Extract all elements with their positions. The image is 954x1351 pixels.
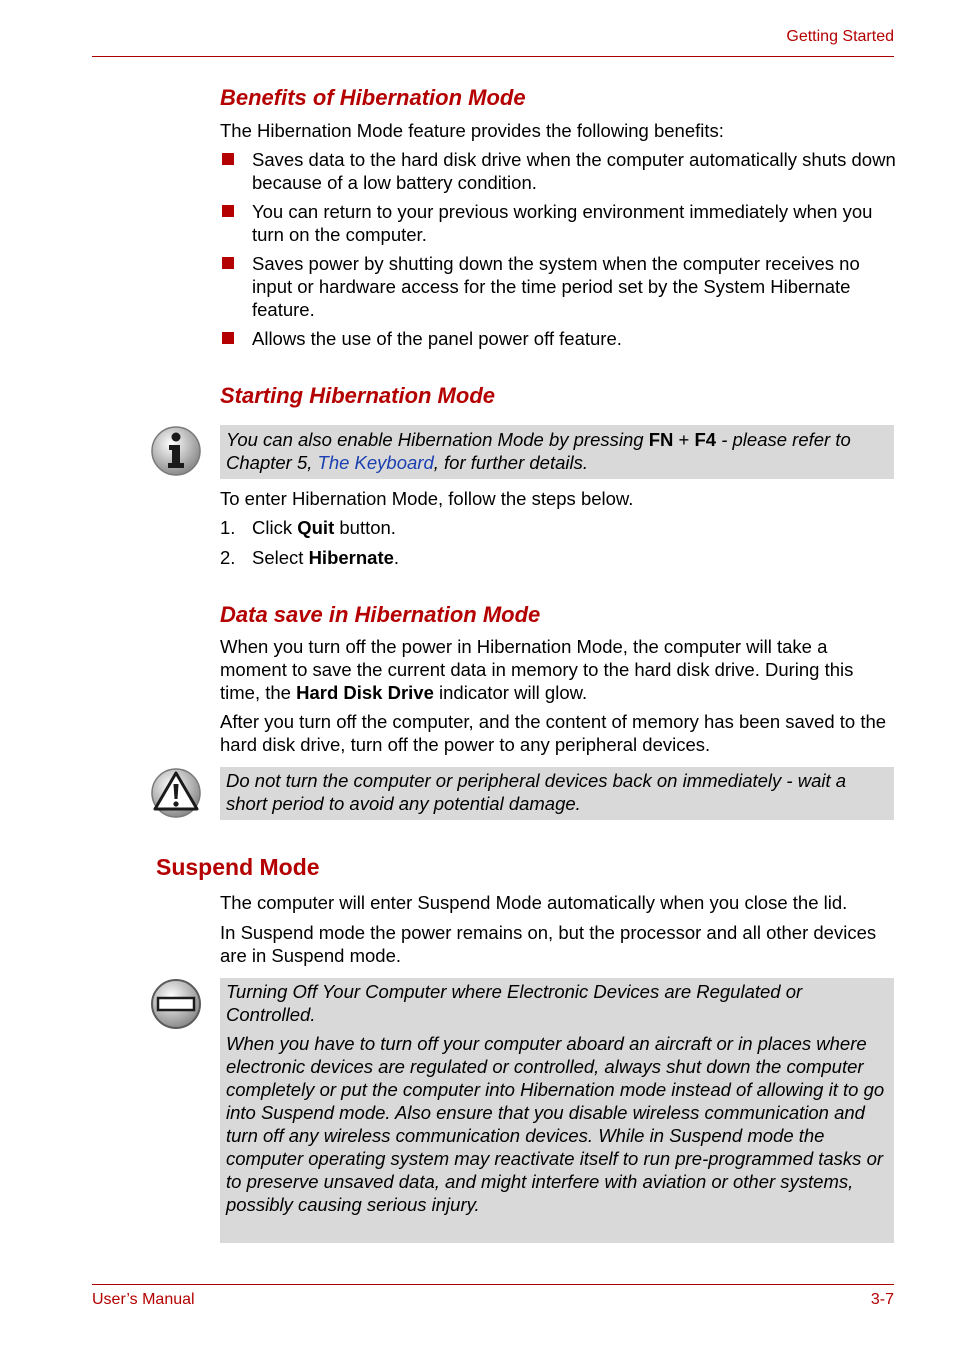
step-bold: Quit [297,517,335,538]
page-number: 3-7 [870,1291,894,1308]
caution-note-text: Do not turn the computer or peripheral devices back on immediately - wait a short period to avoid any potential damage. [226,770,847,814]
key-fn: FN [648,429,674,450]
suspend-paragraph-1: The computer will enter Suspend Mode automatically when you close the lid. [220,892,848,913]
bullet-square-icon [222,257,234,269]
step-post: . [393,547,400,568]
datasave-p1-text: indicator will glow. [433,682,588,703]
info-icon [150,425,202,477]
footer-rule [92,1284,894,1285]
warning-body: When you have to turn off your computer aboard an aircraft or in places where electronic devices are regulated or controlled, always shut down the computer completely or put the computer into Hibernation mode instead of allowing it to go into Suspend mode. Also ensure that you disable wireless communication and turn off any wireless communication devices. While in Suspend mode the computer operating system may reactivate itself to run pre-programmed tasks or to preserve unsaved data, and might interfere with aviation or other systems, possibly causing serious injury. [226,1033,885,1215]
list-item-text: Saves power by shutting down the system when the computer receives no input or hardware access for the time period set by the System Hibernate feature. [252,253,860,320]
list-item-text: Saves data to the hard disk drive when the computer automatically shuts down because of a low battery condition. [252,149,896,193]
starting-heading: Starting Hibernation Mode [220,383,495,408]
list-item-text: You can return to your previous working environment immediately when you turn on the computer. [252,201,873,245]
list-item-text: Allows the use of the panel power off feature. [252,328,622,349]
step-pre: Click [252,517,298,538]
step-text [252,516,396,539]
warning-note [220,978,894,1243]
suspend-heading: Suspend Mode [156,854,320,880]
note-plus: + [673,429,695,450]
step-pre: Select [252,547,309,568]
header-section-title: Getting Started [786,28,894,45]
key-f4: F4 [694,429,717,450]
hdd-indicator-term: Hard Disk Drive [296,682,434,703]
info-note-text [226,428,888,474]
step-number: 2. [220,547,236,568]
info-note [220,425,894,479]
keyboard-chapter-link[interactable]: The Keyboard [317,452,434,473]
caution-icon [150,767,202,819]
datasave-paragraph-2: After you turn off the computer, and the content of memory has been saved to the hard disk drive, turn off the power to any peripheral devices. [220,711,887,755]
note-text: , for further details. [433,452,588,473]
datasave-p1-text: When you turn off the power in Hibernation Mode, the computer will take a moment to save the current data in memory to the hard disk drive. During this time, the [220,636,854,703]
note-text: You can also enable Hibernation Mode by pressing [226,429,649,450]
step-number: 1. [220,517,236,538]
bullet-square-icon [222,153,234,165]
prohibited-icon [150,978,202,1030]
header-rule [92,56,894,57]
note-text: - please refer to Chapter 5, [226,429,851,473]
step-text [252,546,399,569]
bullet-square-icon [222,205,234,217]
benefits-intro: The Hibernation Mode feature provides the following benefits: [220,120,724,141]
suspend-paragraph-2: In Suspend mode the power remains on, but the processor and all other devices are in Suspend mode. [220,922,877,966]
footer-manual-title: User’s Manual [92,1291,195,1308]
bullet-square-icon [222,332,234,344]
caution-note [220,767,894,820]
starting-intro: To enter Hibernation Mode, follow the steps below. [220,488,634,509]
benefits-heading: Benefits of Hibernation Mode [220,85,526,110]
step-post: button. [334,517,396,538]
warning-title: Turning Off Your Computer where Electronic Devices are Regulated or Controlled. [226,981,803,1025]
datasave-paragraph-1 [220,635,896,704]
step-bold: Hibernate [308,547,394,568]
datasave-heading: Data save in Hibernation Mode [220,602,541,627]
